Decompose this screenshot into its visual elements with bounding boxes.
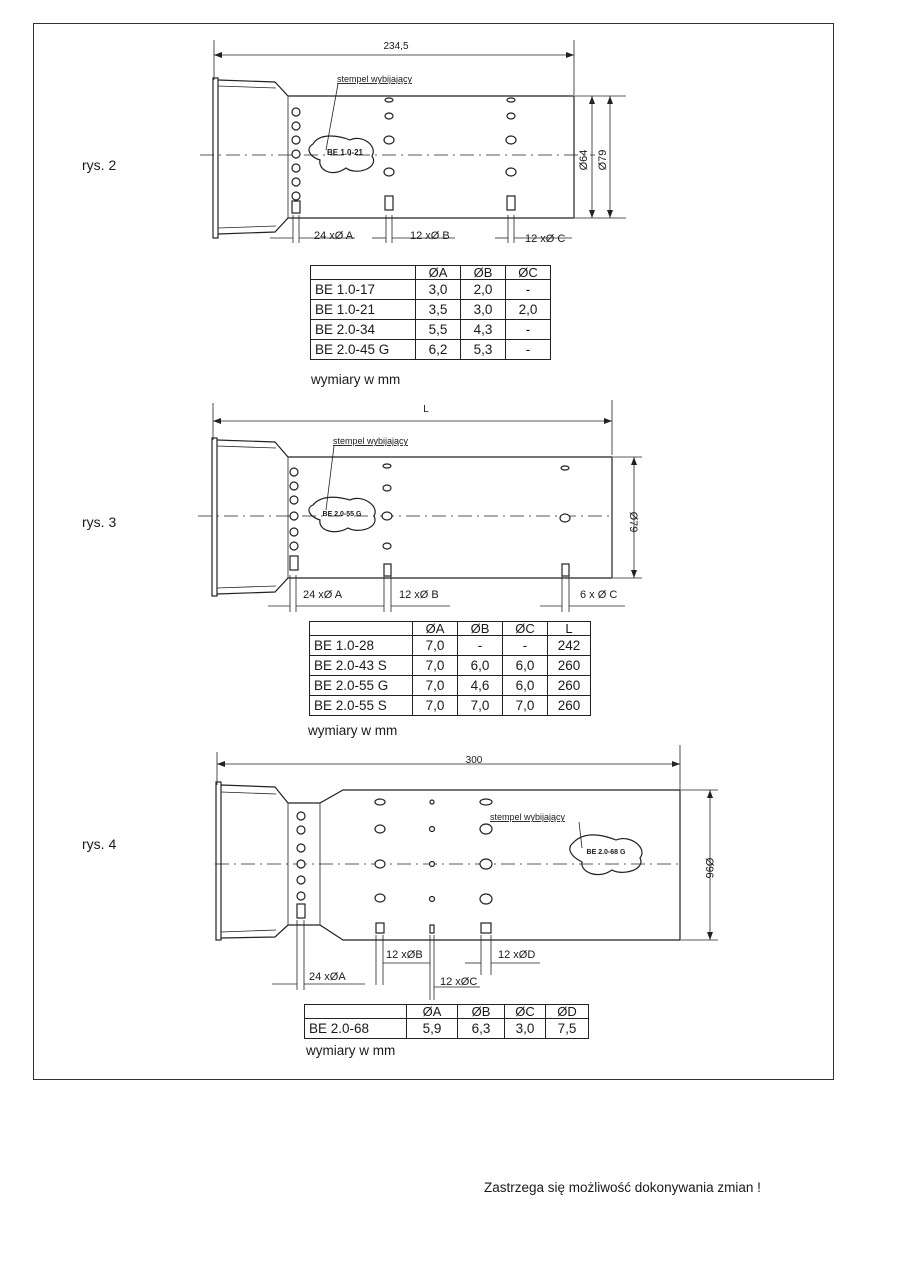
hole-label-B-rys3: 12 xØ B — [399, 589, 439, 601]
dia-outer-rys2: Ø79 — [597, 149, 609, 171]
hole-label-A-rys3: 24 xØ A — [303, 589, 343, 601]
dia-outer-rys3: Ø79 — [627, 511, 639, 533]
dimension-table-rys3: ØA ØB ØC L BE 1.0-28 7,0 - - 242 BE 2.0-43 S 7,0 6,0 6,0 260 BE 2.0-55 G 7,0 4,6 6,0 260 BE 2.0-55 S 7,0 7,0 7,0 260 — [309, 621, 591, 716]
figure-label-rys4: rys. 4 — [82, 836, 117, 852]
table-row: BE 1.0-28 7,0 - - 242 — [310, 636, 591, 656]
dia-outer-rys4: Ø96 — [703, 857, 715, 879]
units-note-rys2: wymiary w mm — [311, 372, 401, 387]
units-note-rys4: wymiary w mm — [306, 1043, 396, 1058]
table-row: BE 1.0-21 3,5 3,0 2,0 — [311, 300, 551, 320]
stamp-text-rys4: BE 2.0-68 G — [586, 849, 626, 856]
hole-label-C-rys4: 12 xØC — [440, 976, 478, 988]
hole-label-A-rys2: 24 xØ A — [314, 230, 354, 242]
table-row: BE 2.0-43 S 7,0 6,0 6,0 260 — [310, 656, 591, 676]
table-row: BE 2.0-34 5,5 4,3 - — [311, 320, 551, 340]
hole-label-C-rys2: 12 xØ C — [525, 233, 566, 245]
table-row: BE 1.0-17 3,0 2,0 - — [311, 280, 551, 300]
units-note-rys3: wymiary w mm — [308, 723, 398, 738]
stamp-text-rys3: BE 2.0-55 G — [322, 511, 362, 518]
table-row: BE 2.0-55 S 7,0 7,0 7,0 260 — [310, 696, 591, 716]
overall-dim-rys3: L — [423, 404, 429, 415]
hole-label-D-rys4: 12 xØD — [498, 949, 536, 961]
table-row: BE 2.0-68 5,9 6,3 3,0 7,5 — [305, 1019, 589, 1039]
table-row: BE 2.0-45 G 6,2 5,3 - — [311, 340, 551, 360]
figure-label-rys2: rys. 2 — [82, 157, 117, 173]
hole-label-C-rys3: 6 x Ø C — [580, 589, 618, 601]
overall-dim-rys4: 300 — [465, 755, 483, 766]
overall-dim-rys2: 234,5 — [383, 41, 409, 52]
hole-label-B-rys4: 12 xØB — [386, 949, 423, 961]
hole-label-B-rys2: 12 xØ B — [410, 230, 450, 242]
footer-note: Zastrzega się możliwość dokonywania zmian ! — [484, 1180, 761, 1195]
dia-inner-rys2: Ø64 — [578, 149, 590, 171]
stamp-text-rys2: BE 1.0-21 — [326, 148, 364, 157]
figure-label-rys3: rys. 3 — [82, 514, 117, 530]
dimension-table-rys2: ØA ØB ØC BE 1.0-17 3,0 2,0 - BE 1.0-21 3,5 3,0 2,0 BE 2.0-34 5,5 4,3 - BE 2.0-45 G 6,2 5,3 - — [310, 265, 551, 360]
stamp-label-rys4: stempel wybijający — [490, 812, 566, 822]
dimension-table-rys4: ØA ØB ØC ØD BE 2.0-68 5,9 6,3 3,0 7,5 — [304, 1004, 589, 1039]
table-row: BE 2.0-55 G 7,0 4,6 6,0 260 — [310, 676, 591, 696]
hole-label-A-rys4: 24 xØA — [309, 971, 346, 983]
stamp-label-rys3: stempel wybijający — [333, 436, 409, 446]
stamp-label-rys2: stempel wybijający — [337, 74, 413, 84]
